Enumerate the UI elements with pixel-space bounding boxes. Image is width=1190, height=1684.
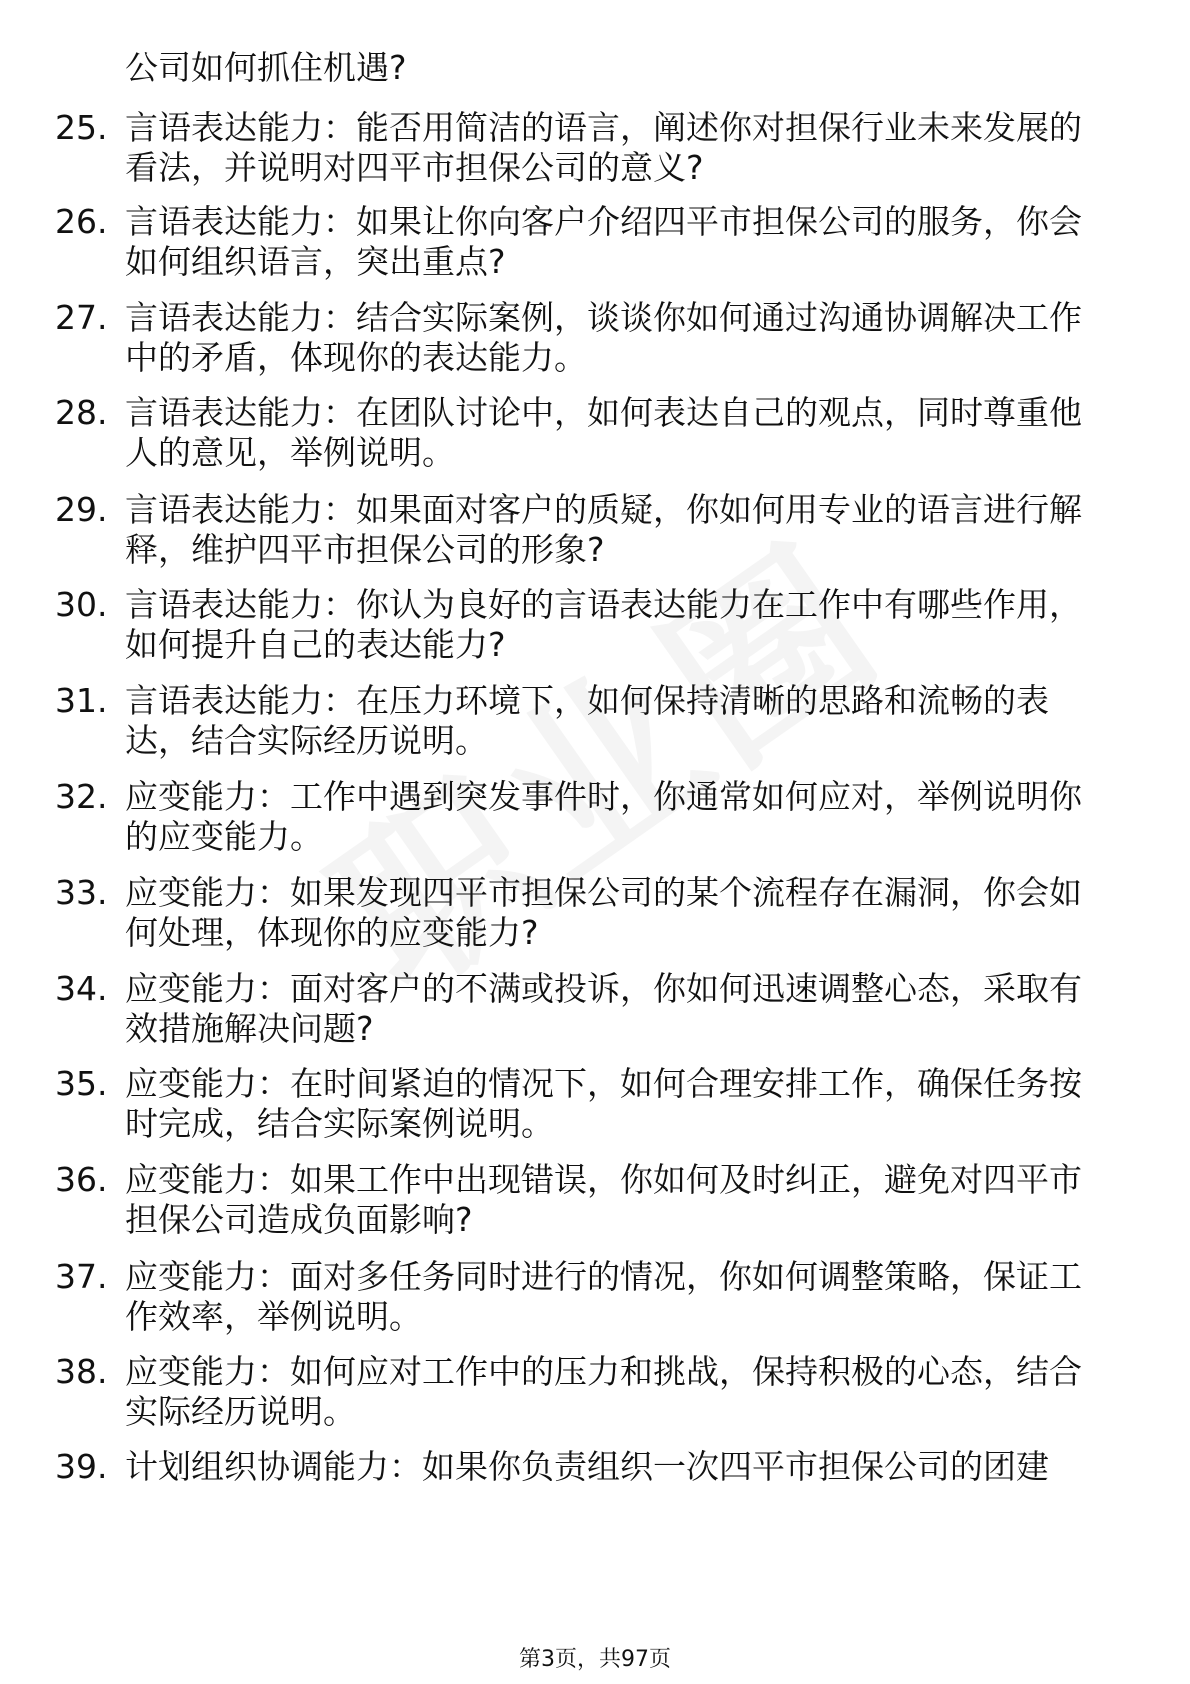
- item-text: 言语表达能力：能否用简洁的语言，阐述你对担保行业未来发展的看法，并说明对四平市担保公司的意义?: [125, 108, 1082, 187]
- item-text: 应变能力：如果工作中出现错误，你如何及时纠正，避免对四平市担保公司造成负面影响?: [125, 1160, 1082, 1239]
- item-number: 31.: [55, 681, 108, 720]
- item-text: 言语表达能力：结合实际案例，谈谈你如何通过沟通协调解决工作中的矛盾，体现你的表达能力。: [125, 298, 1082, 377]
- item-number: 36.: [55, 1160, 108, 1199]
- item-text: 应变能力：如何应对工作中的压力和挑战，保持积极的心态，结合实际经历说明。: [125, 1352, 1082, 1431]
- item-number: 30.: [55, 585, 108, 624]
- item-text: 言语表达能力：如果让你向客户介绍四平市担保公司的服务，你会如何组织语言，突出重点?: [125, 202, 1082, 281]
- item-number: 33.: [55, 873, 108, 912]
- item-number: 28.: [55, 393, 108, 432]
- item-text: 应变能力：面对多任务同时进行的情况，你如何调整策略，保证工作效率，举例说明。: [125, 1257, 1082, 1336]
- item-text: 言语表达能力：在团队讨论中，如何表达自己的观点，同时尊重他人的意见，举例说明。: [125, 393, 1082, 472]
- item-number: 32.: [55, 777, 108, 816]
- item-text: 应变能力：如果发现四平市担保公司的某个流程存在漏洞，你会如何处理，体现你的应变能力?: [125, 873, 1082, 952]
- item-text: 言语表达能力：如果面对客户的质疑，你如何用专业的语言进行解释，维护四平市担保公司的形象?: [125, 490, 1082, 569]
- item-number: 37.: [55, 1257, 108, 1296]
- item-text: 应变能力：工作中遇到突发事件时，你通常如何应对，举例说明你的应变能力。: [125, 777, 1082, 856]
- item-text: 言语表达能力：你认为良好的言语表达能力在工作中有哪些作用，如何提升自己的表达能力?: [125, 585, 1082, 664]
- item-number: 38.: [55, 1352, 108, 1391]
- item-number: 34.: [55, 969, 108, 1008]
- page-number-footer: 第3页，共97页: [519, 1647, 671, 1672]
- item-text: 应变能力：面对客户的不满或投诉，你如何迅速调整心态，采取有效措施解决问题?: [125, 969, 1082, 1048]
- item-number: 27.: [55, 298, 108, 337]
- continued-text: 公司如何抓住机遇?: [125, 48, 407, 87]
- item-text: 计划组织协调能力：如果你负责组织一次四平市担保公司的团建: [125, 1447, 1049, 1486]
- item-number: 25.: [55, 108, 108, 147]
- item-number: 26.: [55, 202, 108, 241]
- item-text: 应变能力：在时间紧迫的情况下，如何合理安排工作，确保任务按时完成，结合实际案例说明。: [125, 1064, 1082, 1143]
- item-number: 29.: [55, 490, 108, 529]
- item-number: 39.: [55, 1447, 108, 1486]
- item-number: 35.: [55, 1064, 108, 1103]
- item-text: 言语表达能力：在压力环境下，如何保持清晰的思路和流畅的表达，结合实际经历说明。: [125, 681, 1049, 760]
